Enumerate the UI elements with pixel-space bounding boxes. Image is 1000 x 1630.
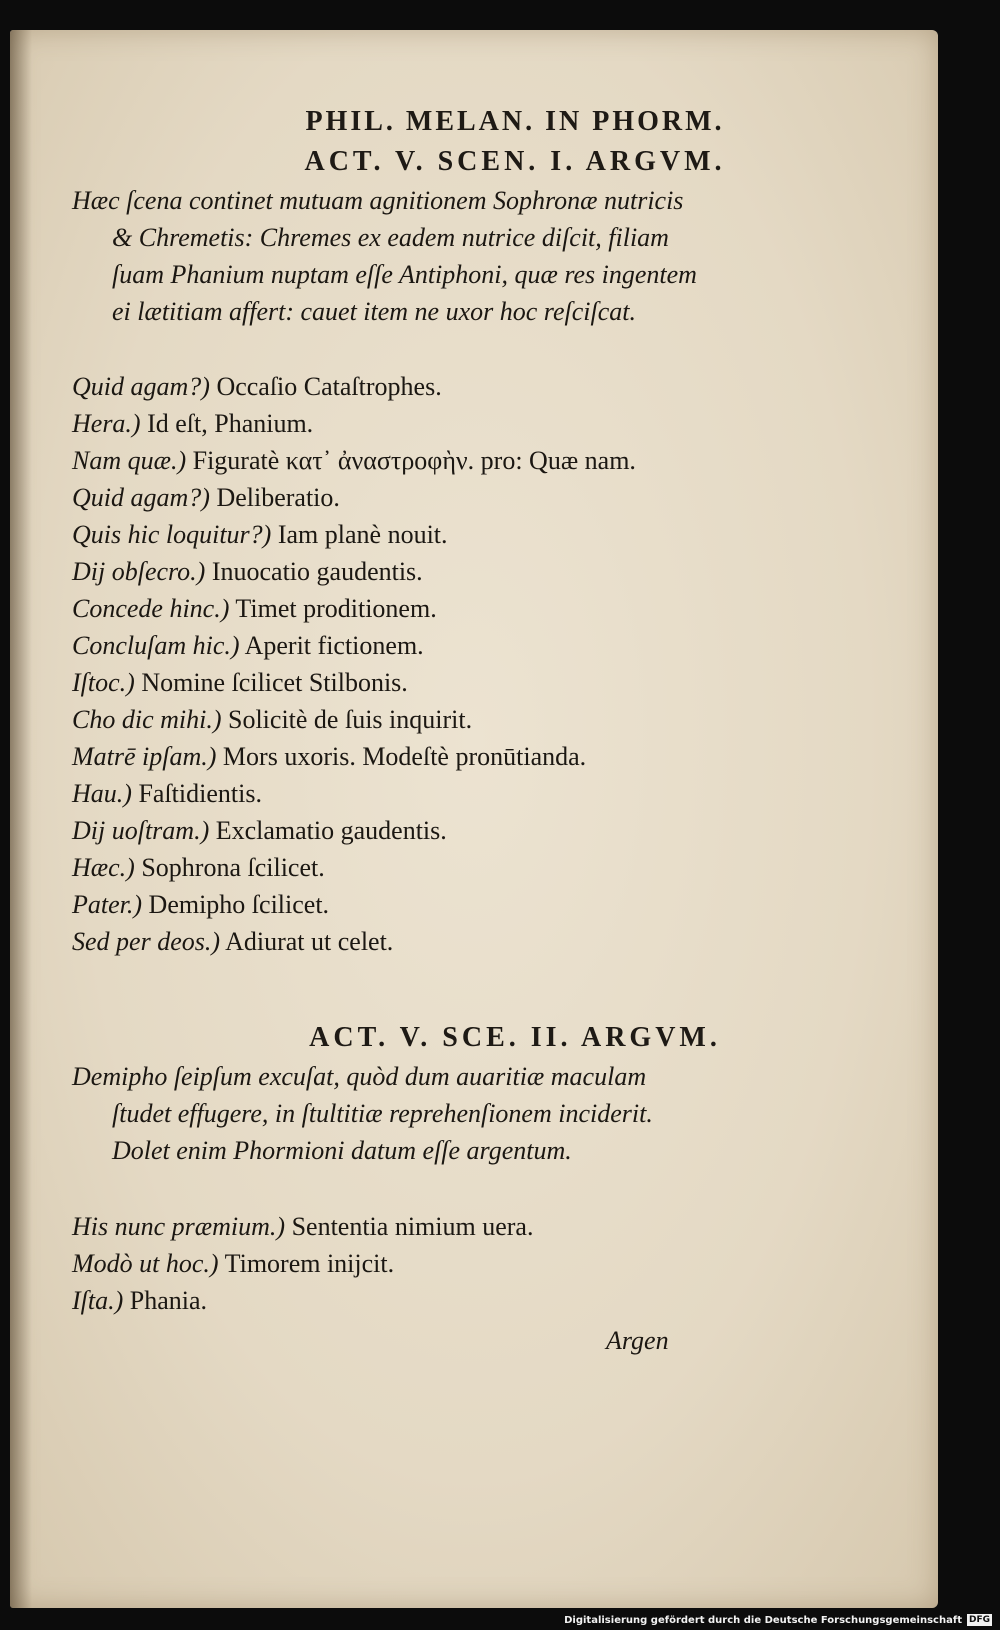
gloss-note: Sophrona ſcilicet. bbox=[141, 853, 325, 882]
gloss-lemma: Cho dic mihi.) bbox=[72, 705, 222, 734]
catchword: Argen bbox=[606, 1326, 669, 1355]
gloss-lemma: Sed per deos.) bbox=[72, 927, 221, 956]
gloss-lemma: Iſtoc.) bbox=[72, 668, 135, 697]
gloss-lemma: Dij uoſtram.) bbox=[72, 816, 210, 845]
gloss-item bbox=[72, 405, 712, 442]
running-header: PHIL. MELAN. IN PHORM. bbox=[305, 106, 725, 137]
gloss-item bbox=[72, 479, 712, 516]
book-page bbox=[10, 30, 938, 1608]
gloss-item bbox=[72, 812, 712, 849]
gloss-lemma: His nunc præmium.) bbox=[72, 1212, 286, 1241]
gloss-item bbox=[72, 516, 712, 553]
gloss-item bbox=[72, 590, 712, 627]
gloss-note: Figuratè κατ᾽ ἀναστροφὴν. pro: Quæ nam. bbox=[192, 446, 636, 475]
gloss-note: Id eſt, Phanium. bbox=[147, 409, 314, 438]
gloss-lemma: Matrē ipſam.) bbox=[72, 742, 217, 771]
gloss-lemma: Nam quæ.) bbox=[72, 446, 187, 475]
gloss-lemma: Pater.) bbox=[72, 890, 143, 919]
gloss-note: Timet proditionem. bbox=[235, 594, 437, 623]
gloss-item bbox=[72, 738, 712, 775]
gloss-note: Solicitè de ſuis inquirit. bbox=[228, 705, 473, 734]
gloss-item bbox=[72, 442, 712, 479]
gloss-item bbox=[72, 701, 712, 738]
gloss-lemma: Quis hic loquitur?) bbox=[72, 520, 272, 549]
digitization-footer bbox=[564, 1614, 992, 1626]
page-spine-shadow bbox=[10, 30, 32, 1608]
gloss-item bbox=[72, 849, 712, 886]
gloss-item bbox=[72, 886, 712, 923]
gloss-list-2 bbox=[72, 1208, 712, 1319]
gloss-lemma: Quid agam?) bbox=[72, 372, 210, 401]
gloss-lemma: Hau.) bbox=[72, 779, 132, 808]
gloss-note: Faſtidientis. bbox=[138, 779, 262, 808]
gloss-note: Exclamatio gaudentis. bbox=[215, 816, 447, 845]
gloss-item bbox=[72, 627, 712, 664]
gloss-item bbox=[72, 664, 712, 701]
argument-1: Hæc ſcena continet mutuam agnitionem Sophronæ nutricis & Chremetis: Chremes ex eadem nutrice diſcit, filiam ſuam Phanium nuptam eſſe Antiphoni, quæ res ingentem ei lætitiam affert: cauet item ne uxor hoc reſciſcat. bbox=[72, 186, 697, 326]
gloss-note: Deliberatio. bbox=[216, 483, 340, 512]
gloss-lemma: Iſta.) bbox=[72, 1286, 124, 1315]
gloss-lemma: Concluſam hic.) bbox=[72, 631, 240, 660]
gloss-note: Phania. bbox=[129, 1286, 208, 1315]
gloss-item bbox=[72, 923, 712, 960]
gloss-item bbox=[72, 1245, 712, 1282]
gloss-lemma: Hæc.) bbox=[72, 853, 135, 882]
gloss-lemma: Dij obſecro.) bbox=[72, 557, 206, 586]
gloss-item bbox=[72, 775, 712, 812]
section-heading-1: ACT. V. SCEN. I. ARGVM. bbox=[304, 146, 726, 177]
gloss-note: Mors uxoris. Modeſtè pronūtianda. bbox=[222, 742, 587, 771]
gloss-note: Iam planè nouit. bbox=[277, 520, 448, 549]
dfg-logo-icon: DFG bbox=[968, 1615, 990, 1625]
gloss-note: Timorem inijcit. bbox=[224, 1249, 395, 1278]
gloss-note: Demipho ſcilicet. bbox=[148, 890, 330, 919]
gloss-lemma: Concede hinc.) bbox=[72, 594, 230, 623]
gloss-item bbox=[72, 368, 712, 405]
section-heading-2: ACT. V. SCE. II. ARGVM. bbox=[309, 1022, 721, 1053]
argument-2: Demipho ſeipſum excuſat, quòd dum auaritiæ maculam ſtudet effugere, in ſtultitiæ reprehenſionem inciderit. Dolet enim Phormioni datum eſſe argentum. bbox=[72, 1062, 653, 1165]
footer-text: Digitalisierung gefördert durch die Deutsche Forschungsgemeinschaft bbox=[564, 1614, 962, 1626]
gloss-note: Sententia nimium uera. bbox=[291, 1212, 534, 1241]
gloss-item bbox=[72, 1282, 712, 1319]
gloss-note: Aperit fictionem. bbox=[244, 631, 424, 660]
gloss-note: Inuocatio gaudentis. bbox=[211, 557, 423, 586]
gloss-lemma: Hera.) bbox=[72, 409, 141, 438]
gloss-note: Occaſio Cataſtrophes. bbox=[216, 372, 442, 401]
gloss-lemma: Quid agam?) bbox=[72, 483, 210, 512]
gloss-item bbox=[72, 553, 712, 590]
gloss-note: Nomine ſcilicet Stilbonis. bbox=[141, 668, 408, 697]
gloss-note: Adiurat ut celet. bbox=[225, 927, 394, 956]
gloss-item bbox=[72, 1208, 712, 1245]
gloss-list-1 bbox=[72, 368, 712, 960]
gloss-lemma: Modò ut hoc.) bbox=[72, 1249, 219, 1278]
